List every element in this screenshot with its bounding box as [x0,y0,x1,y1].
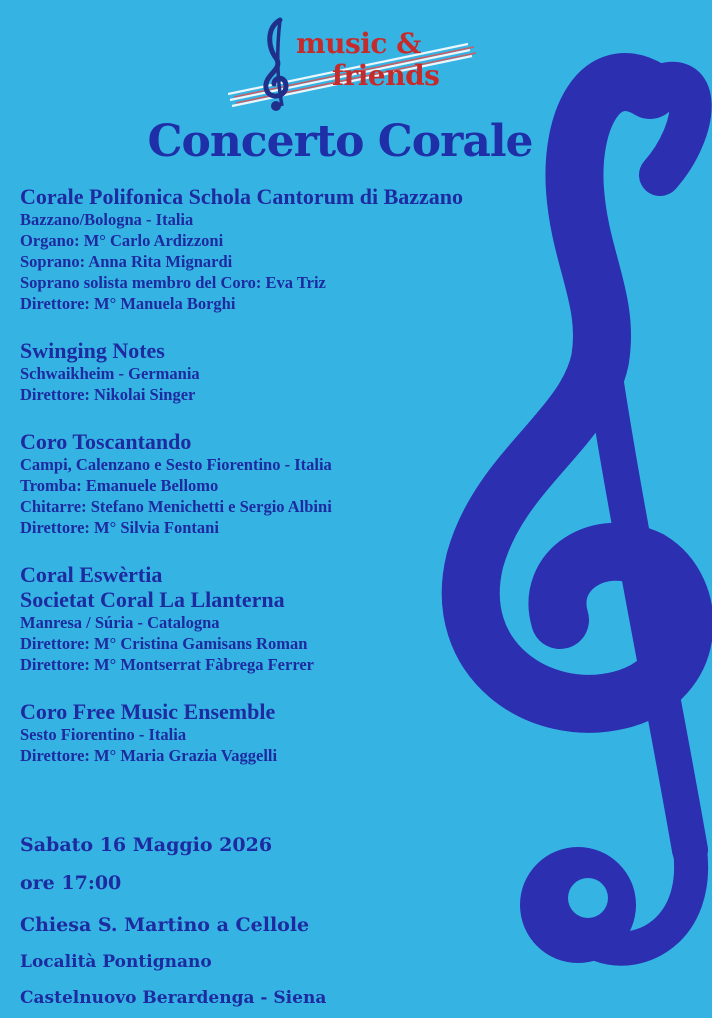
choir-detail: Campi, Calenzano e Sesto Fiorentino - Italia [20,455,332,474]
choir-group [20,338,580,405]
choir-group [20,699,580,766]
page-title: Concerto Corale [147,116,533,167]
event-info [20,834,480,1018]
choir-detail: Tromba: Emanuele Bellomo [20,476,219,495]
choir-detail: Direttore: M° Montserrat Fàbrega Ferrer [20,655,314,674]
event-city: Castelnuovo Berardenga - Siena [20,988,327,1008]
event-venue: Chiesa S. Martino a Cellole [20,914,310,936]
choir-detail: Sesto Fiorentino - Italia [20,725,187,744]
choir-detail: Chitarre: Stefano Menichetti e Sergio Albini [20,497,332,516]
event-locality: Località Pontignano [20,952,212,972]
choir-detail: Direttore: Nikolai Singer [20,385,196,404]
logo-clef-icon [256,14,296,114]
choir-name: Societat Coral La Llanterna [20,587,285,612]
choir-group [20,429,580,538]
logo-text-line1: music & [296,27,421,60]
choir-detail: Direttore: M° Manuela Borghi [20,294,236,313]
choir-detail: Direttore: M° Cristina Gamisans Roman [20,634,308,653]
choir-detail: Organo: M° Carlo Ardizzoni [20,231,224,250]
choir-name: Corale Polifonica Schola Cantorum di Bazzano [20,184,464,209]
choir-group [20,562,580,675]
choir-name: Coro Toscantando [20,429,192,454]
music-and-friends-logo [228,14,478,114]
event-time: ore 17:00 [20,872,122,894]
choir-detail: Direttore: M° Maria Grazia Vaggelli [20,746,278,765]
choir-name: Swinging Notes [20,338,165,363]
choir-detail: Direttore: M° Silvia Fontani [20,518,219,537]
choir-name: Coro Free Music Ensemble [20,699,276,724]
choir-lineup [20,184,580,790]
choir-detail: Soprano solista membro del Coro: Eva Triz [20,273,326,292]
choir-detail: Schwaikheim - Germania [20,364,200,383]
choir-name: Coral Eswèrtia [20,562,163,587]
logo-text-line2: friends [332,59,440,92]
choir-group [20,184,580,314]
choir-detail: Bazzano/Bologna - Italia [20,210,194,229]
choir-detail: Soprano: Anna Rita Mignardi [20,252,233,271]
event-date: Sabato 16 Maggio 2026 [20,834,273,856]
choir-detail: Manresa / Súria - Catalogna [20,613,220,632]
